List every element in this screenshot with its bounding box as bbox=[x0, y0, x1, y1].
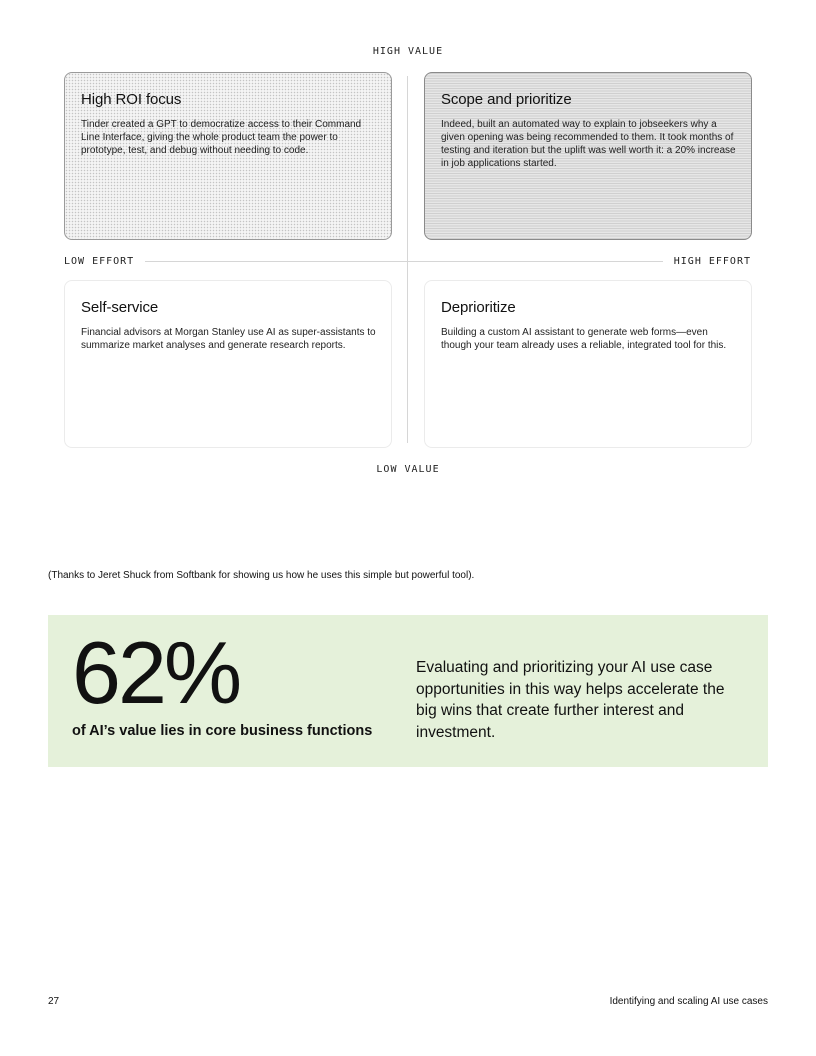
quadrant-title: Deprioritize bbox=[441, 299, 516, 316]
horizontal-axis-line bbox=[145, 261, 663, 262]
quadrant-scope-and-prioritize bbox=[424, 72, 752, 240]
acknowledgement-note: (Thanks to Jeret Shuck from Softbank for showing us how he uses this simple but powerful tool). bbox=[48, 570, 475, 581]
quadrant-title: Self-service bbox=[81, 299, 159, 316]
axis-label-low-value: LOW VALUE bbox=[376, 464, 440, 475]
quadrant-title: High ROI focus bbox=[81, 91, 182, 108]
stat-number: 62% bbox=[72, 623, 240, 722]
quadrant-self-service bbox=[64, 280, 392, 448]
page-number: 27 bbox=[48, 996, 60, 1007]
axis-label-high-value: HIGH VALUE bbox=[372, 46, 444, 57]
vertical-axis-line bbox=[407, 76, 408, 443]
quadrant-body: Indeed, built an automated way to explain to jobseekers why a given opening was being recommended to them. It took months of testing and iteration but the uplift was well worth it: a 20% increase in job applications started. bbox=[441, 119, 736, 169]
axis-label-high-effort: HIGH EFFORT bbox=[673, 256, 751, 267]
footer-section-title: Identifying and scaling AI use cases bbox=[609, 996, 768, 1007]
stat-callout-box bbox=[48, 615, 768, 767]
axis-label-low-effort: LOW EFFORT bbox=[64, 256, 135, 267]
quadrant-body: Tinder created a GPT to democratize access to their Command Line Interface, giving the whole product team the power to prototype, test, and debug without needing to code. bbox=[81, 119, 362, 156]
stat-caption: of AI’s value lies in core business functions bbox=[72, 723, 373, 739]
quadrant-deprioritize bbox=[424, 280, 752, 448]
quadrant-title: Scope and prioritize bbox=[441, 91, 572, 108]
quadrant-high-roi-focus bbox=[64, 72, 392, 240]
stat-description: Evaluating and prioritizing your AI use case opportunities in this way helps accelerate the big wins that create further interest and investment. bbox=[416, 659, 725, 741]
quadrant-body: Financial advisors at Morgan Stanley use AI as super-assistants to summarize market analyses and generate research reports. bbox=[81, 327, 376, 351]
quadrant-body: Building a custom AI assistant to generate web forms—even though your team already uses a reliable, integrated tool for this. bbox=[441, 327, 727, 351]
